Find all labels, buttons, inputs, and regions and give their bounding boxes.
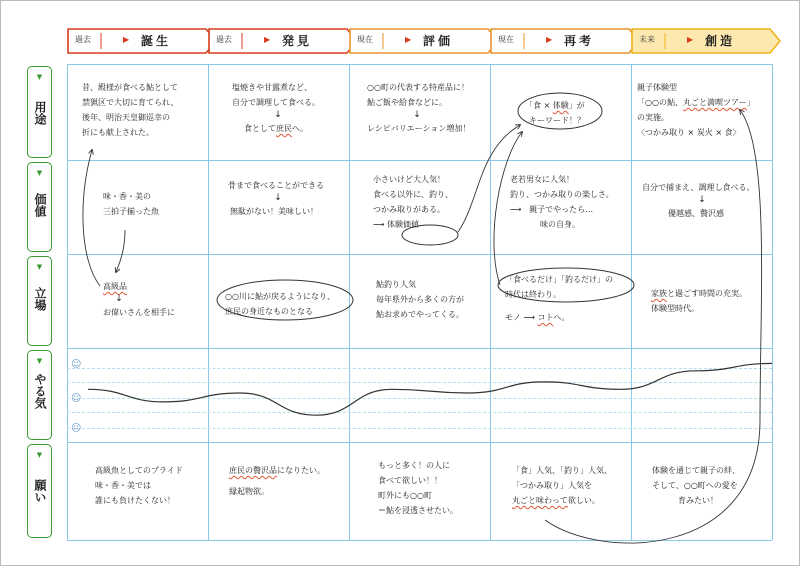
text-line: モノ ⟶ コトへ。	[505, 313, 570, 322]
text-line: 高級魚としてのプライド	[95, 466, 183, 475]
text-line: 育みたい！	[678, 496, 718, 505]
text-line: レシピバリエーション増加！	[367, 124, 471, 133]
play-triangle-icon: ▶	[264, 35, 271, 44]
text-line: 体験型時代。	[651, 304, 699, 313]
down-arrow-icon: ↓	[115, 294, 123, 304]
ellipse-taberu-dake	[498, 268, 634, 302]
sad-face-icon: ☹	[71, 423, 82, 434]
connector-aji-to-kokyuhin	[116, 230, 125, 272]
row-label-text: やる気	[33, 373, 47, 409]
text-line: 折にも献上された。	[82, 128, 154, 137]
text-line: 優越感、贅沢感	[668, 209, 724, 218]
text-line: 高級品	[103, 282, 127, 291]
column-tag: 過去	[216, 35, 232, 44]
right-arrow-icon: ⟶	[520, 313, 538, 322]
ellipse-shomin	[217, 280, 353, 320]
column-title: 発見	[282, 34, 313, 48]
text-line: 「○○の鮎、丸ごと満喫ツアー」	[637, 98, 755, 107]
play-triangle-icon: ▶	[405, 35, 412, 44]
text-line: 禁猟区で大切に育てられ、	[82, 98, 179, 107]
row-label-youto: ▼ 用途	[27, 66, 52, 158]
text-line: 町外にも○○町	[378, 491, 432, 500]
text-line: 三拍子揃った魚	[103, 207, 159, 216]
text-line: 「つかみ取り」人気を	[512, 481, 592, 490]
ellipse-shoku-taiken	[518, 93, 602, 129]
down-arrow-icon: ↓	[274, 110, 282, 120]
text-line: 家族と過ごす時間の充実。	[651, 289, 747, 298]
column-tag: 現在	[357, 35, 373, 44]
text-line: 骨まで食べることができる	[228, 181, 324, 190]
text-line: 親子体験型	[637, 83, 677, 92]
text-line: もっと多く！の人に	[378, 461, 450, 470]
text-line: 老若男女に人気！	[510, 175, 574, 184]
text-line: 庶民の身近なものとなる	[225, 307, 313, 316]
connector-taiken-to-keyword	[458, 125, 520, 232]
text-line: キーワード！？	[529, 116, 585, 125]
text-line: 自分で捕まえ、調理し食べる。	[642, 183, 755, 192]
row-label-text: 価値	[33, 193, 47, 217]
connector-marugoto-to-tour	[545, 110, 762, 543]
text-line: 丸ごと味わって欲しい。	[512, 496, 600, 505]
row-label-yaruki: ▼ やる気	[27, 350, 52, 440]
row-label-text: 用途	[33, 101, 47, 125]
connector-kokyuhin-to-kenjo	[83, 150, 100, 286]
column-tag: 過去	[75, 35, 91, 44]
right-arrow-icon: ⟶	[373, 220, 388, 229]
motivation-curve	[88, 363, 772, 415]
text-line: 「食べるだけ」「釣るだけ」の	[505, 275, 613, 284]
text-line: 体験を通じて親子の絆、	[652, 466, 740, 475]
column-tag: 現在	[498, 35, 514, 44]
text-line: 食べて欲しい！！	[378, 476, 442, 485]
text-line: お偉いさんを相手に	[103, 308, 175, 317]
column-tag: 未来	[639, 35, 655, 44]
column-title: 再考	[564, 34, 595, 48]
text-line: 食として庶民へ。	[244, 124, 308, 133]
right-arrow-icon: ⟶	[510, 205, 530, 214]
column-title: 創造	[705, 34, 736, 48]
text-line: 味・香・美では	[95, 481, 151, 490]
text-line: 〈つかみ取り × 炭火 × 食〉	[637, 128, 741, 137]
text-line: 味・香・美の	[103, 192, 151, 201]
row-label-tachiba: ▼ 立場	[27, 256, 52, 346]
text-line: 後年、明治天皇御巡幸の	[82, 113, 170, 122]
column-title: 評価	[423, 34, 454, 48]
text-line: ○○町の代表する特産品に！	[367, 83, 469, 92]
column-title: 誕生	[141, 34, 172, 48]
text-line: 鮎釣り人気	[376, 280, 416, 289]
row-label-text: 立場	[33, 287, 47, 311]
text-line: 味の自身。	[540, 220, 580, 229]
text-line: 庶民の贅沢品になりたい。	[229, 466, 325, 475]
text-line: 毎年県外から多くの方が	[376, 295, 464, 304]
text-line: ○○川に鮎が戻るようになり、	[225, 292, 335, 301]
text-line: ＝鮎を浸透させたい。	[378, 506, 458, 515]
ellipse-taiken-kachi	[402, 225, 458, 245]
text-line: 昔、殿様が食べる鮎として	[82, 83, 178, 92]
text-line: 釣り、つかみ取りの楽しさ。	[510, 190, 614, 199]
down-arrow-icon: ↓	[413, 110, 421, 120]
text-line: そして、○○町への愛を	[652, 481, 738, 490]
text-line: 「食 × 体験」が	[525, 101, 585, 110]
down-arrow-icon: ↓	[698, 195, 706, 205]
happy-face-icon: ☺	[71, 359, 82, 370]
text-line: 鮎ご飯や給食などに。	[367, 98, 447, 107]
text-line: の実施。	[637, 113, 669, 122]
neutral-face-icon: ☺	[71, 393, 82, 404]
play-triangle-icon: ▶	[546, 35, 553, 44]
text-line: 縁起物欲。	[229, 487, 269, 496]
row-label-text: 願い	[33, 479, 47, 503]
text-line: 食べる以外に、釣り、	[373, 190, 453, 199]
down-arrow-icon: ↓	[274, 193, 282, 203]
text-line: 鮎お求めでやってくる。	[376, 310, 464, 319]
connector-jidai-to-keyword	[494, 132, 522, 285]
text-line: ⟶ 体験価値	[373, 220, 420, 229]
text-line: ⟶ 親子でやったら…	[510, 205, 594, 214]
play-triangle-icon: ▶	[687, 35, 694, 44]
text-line: 無駄がない！美味しい！	[230, 207, 318, 216]
text-line: 「食」人気、「釣り」人気、	[512, 466, 612, 475]
text-line: 小さいけど大人気！	[373, 175, 445, 184]
row-label-kachi: ▼ 価値	[27, 162, 52, 252]
text-line: 塩焼きや甘露煮など、	[232, 83, 312, 92]
text-line: つかみ取りがある。	[373, 205, 445, 214]
row-label-negai: ▼ 願い	[27, 444, 52, 538]
text-line: 時代は終わり。	[505, 290, 561, 299]
text-line: 自分で調理して食べる。	[232, 98, 320, 107]
text-line: 誰にも負けたくない！	[95, 496, 175, 505]
play-triangle-icon: ▶	[123, 35, 130, 44]
